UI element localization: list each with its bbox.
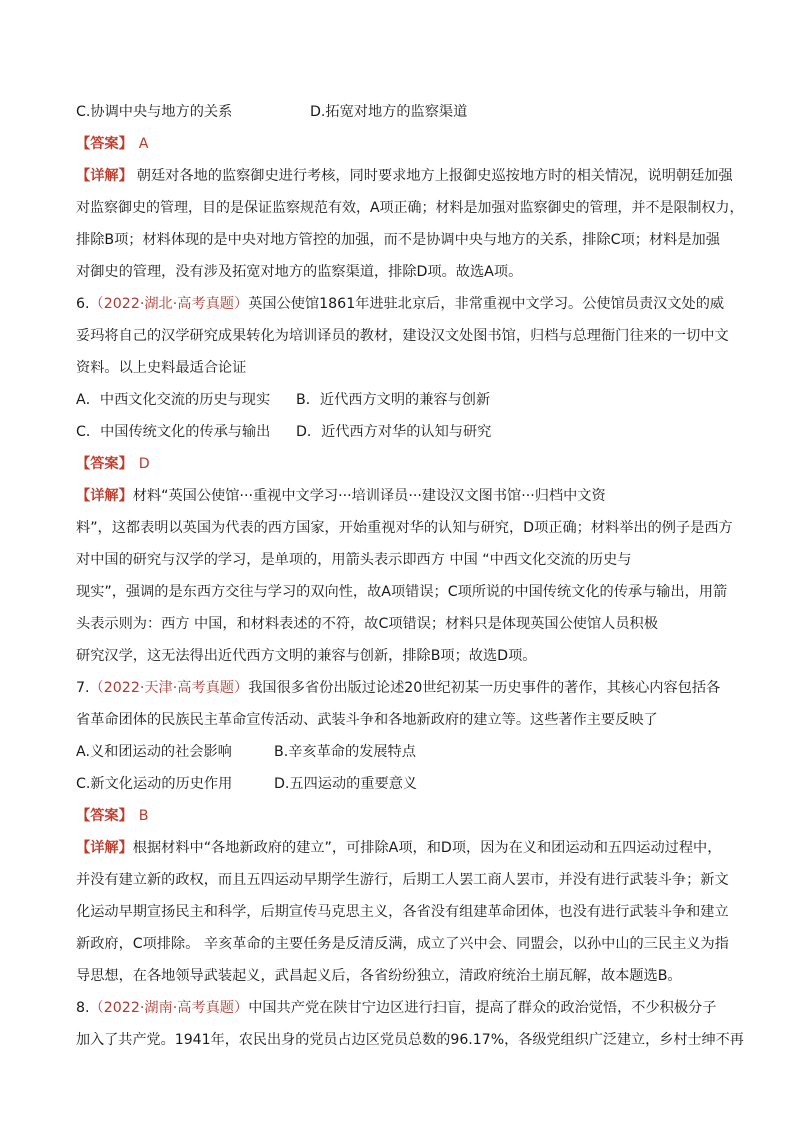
q5-detail-line-4: 对御史的管理，没有涉及拓宽对地方的监察渠道，排除D项。故选A项。: [76, 264, 523, 280]
question-stem: 我国很多省份出版过论述20世纪初某一历史事件的著作，其核心内容包括各: [248, 680, 721, 696]
detail-text: 根据材料中“各地新政府的建立”，可排除A项，和D项，因为在义和团运动和五四运动过程中，: [132, 840, 722, 856]
question-number: 8.: [76, 1000, 90, 1016]
q7-option-b: B.辛亥革命的发展特点: [274, 744, 416, 760]
q6-option-d: D．近代西方对华的认知与研究: [296, 424, 492, 440]
q6-answer: [76, 454, 150, 474]
q6-detail-line-3: 对中国的研究与汉学的学习，是单项的，用箭头表示即西方 中国 “中西文化交流的历史与: [76, 552, 632, 568]
question-stem: 英国公使馆1861年进驻北京后，非常重视中文学习。公使馆员责汉文处的威: [248, 296, 725, 312]
detail-tag: 【详解】: [76, 840, 133, 856]
q7-option-c: C.新文化运动的历史作用: [76, 776, 233, 792]
question-number: 6.: [76, 296, 90, 312]
q6-stem-line-2: 妥玛将自己的汉学研究成果转化为培训译员的教材，建设汉文处图书馆，归档与总理衙门往来的一切中文: [76, 328, 729, 344]
q5-detail-line-1: [76, 166, 733, 186]
q5-option-d: D.拓宽对地方的监察渠道: [310, 104, 468, 120]
detail-text: 材料“英国公使馆···重视中文学习···培训译员···建设汉文图书馆···归档中文资: [132, 488, 606, 504]
question-source: （2022·天津·高考真题）: [89, 680, 249, 696]
q6-stem-line-1: [76, 294, 724, 314]
q6-detail-line-5: 头表示则为：西方 中国，和材料表述的不符，故C项错误；材料只是体现英国公使馆人员积极: [76, 616, 658, 632]
detail-tag: 【详解】: [76, 488, 133, 504]
q7-detail-line-3: 化运动早期宣扬民主和科学，后期宣传马克思主义，各省没有组建革命团体，也没有进行武装斗争和建立: [76, 904, 729, 920]
answer-value: B: [138, 808, 149, 824]
q6-stem-line-3: 资料。以上史料最适合论证: [76, 360, 247, 376]
q7-stem-line-1: [76, 678, 720, 698]
question-stem: 中国共产党在陕甘宁边区进行扫盲，提高了群众的政治觉悟，不少积极分子: [248, 1000, 717, 1016]
q7-detail-line-2: 并没有建立新的政权，而且五四运动早期学生游行，后期工人罢工商人罢市，并没有进行武装斗争；新文: [76, 872, 729, 888]
answer-tag: 【答案】: [76, 808, 133, 824]
answer-tag: 【答案】: [76, 136, 133, 152]
answer-tag: 【答案】: [76, 456, 133, 472]
detail-tag: 【详解】: [76, 168, 133, 184]
answer-value: D: [138, 456, 150, 472]
q6-option-b: B．近代西方文明的兼容与创新: [296, 392, 491, 408]
q7-option-a: A.义和团运动的社会影响: [76, 744, 232, 760]
q6-option-a: A．中西文化交流的历史与现实: [76, 392, 271, 408]
q7-option-d: D.五四运动的重要意义: [274, 776, 418, 792]
q7-answer: [76, 806, 149, 826]
q5-detail-line-2: 对监察御史的管理，目的是保证监察规范有效，A项正确；材料是加强对监察御史的管理，并不是限制权力，: [76, 200, 744, 216]
q5-answer: [76, 134, 148, 154]
detail-text: 朝廷对各地的监察御史进行考核，同时要求地方上报御史巡按地方时的相关情况，说明朝廷加强: [136, 168, 733, 184]
question-number: 7.: [76, 680, 90, 696]
q5-detail-line-3: 排除B项；材料体现的是中央对地方管控的加强，而不是协调中央与地方的关系，排除C项；材料是加强: [76, 232, 720, 248]
q6-detail-line-2: 料”，这都表明以英国为代表的西方国家，开始重视对华的认知与研究，D项正确；材料举出的例子是西方: [76, 520, 733, 536]
q7-detail-line-1: [76, 838, 721, 858]
q8-stem-line-2: 加入了共产党。1941年，农民出身的党员占边区党员总数的96.17%，各级党组织广泛建立，乡村士绅不再: [76, 1032, 744, 1048]
q6-detail-line-1: [76, 486, 606, 506]
q7-stem-line-2: 省革命团体的民族民主革命宣传活动、武装斗争和各地新政府的建立等。这些著作主要反映了: [76, 712, 658, 728]
q6-option-c: C．中国传统文化的传承与输出: [76, 424, 271, 440]
q8-stem-line-1: [76, 998, 716, 1018]
q6-detail-line-6: 研究汉学，这无法得出近代西方文明的兼容与创新，排除B项；故选D项。: [76, 648, 537, 664]
question-source: （2022·湖南·高考真题）: [89, 1000, 249, 1016]
q7-detail-line-4: 新政府，C项排除。 辛亥革命的主要任务是反清反满，成立了兴中会、同盟会，以孙中山的三民主义为指: [76, 936, 729, 952]
q6-detail-line-4: 现实”，强调的是东西方交往与学习的双向性，故A项错误；C项所说的中国传统文化的传承与输出，用箭: [76, 584, 728, 600]
q5-option-c: C.协调中央与地方的关系: [76, 104, 233, 120]
answer-value: A: [138, 136, 149, 152]
question-source: （2022·湖北·高考真题）: [89, 296, 249, 312]
q7-detail-line-5: 导思想，在各地领导武装起义，武昌起义后，各省纷纷独立，清政府统治土崩瓦解，故本题选B。: [76, 968, 682, 984]
